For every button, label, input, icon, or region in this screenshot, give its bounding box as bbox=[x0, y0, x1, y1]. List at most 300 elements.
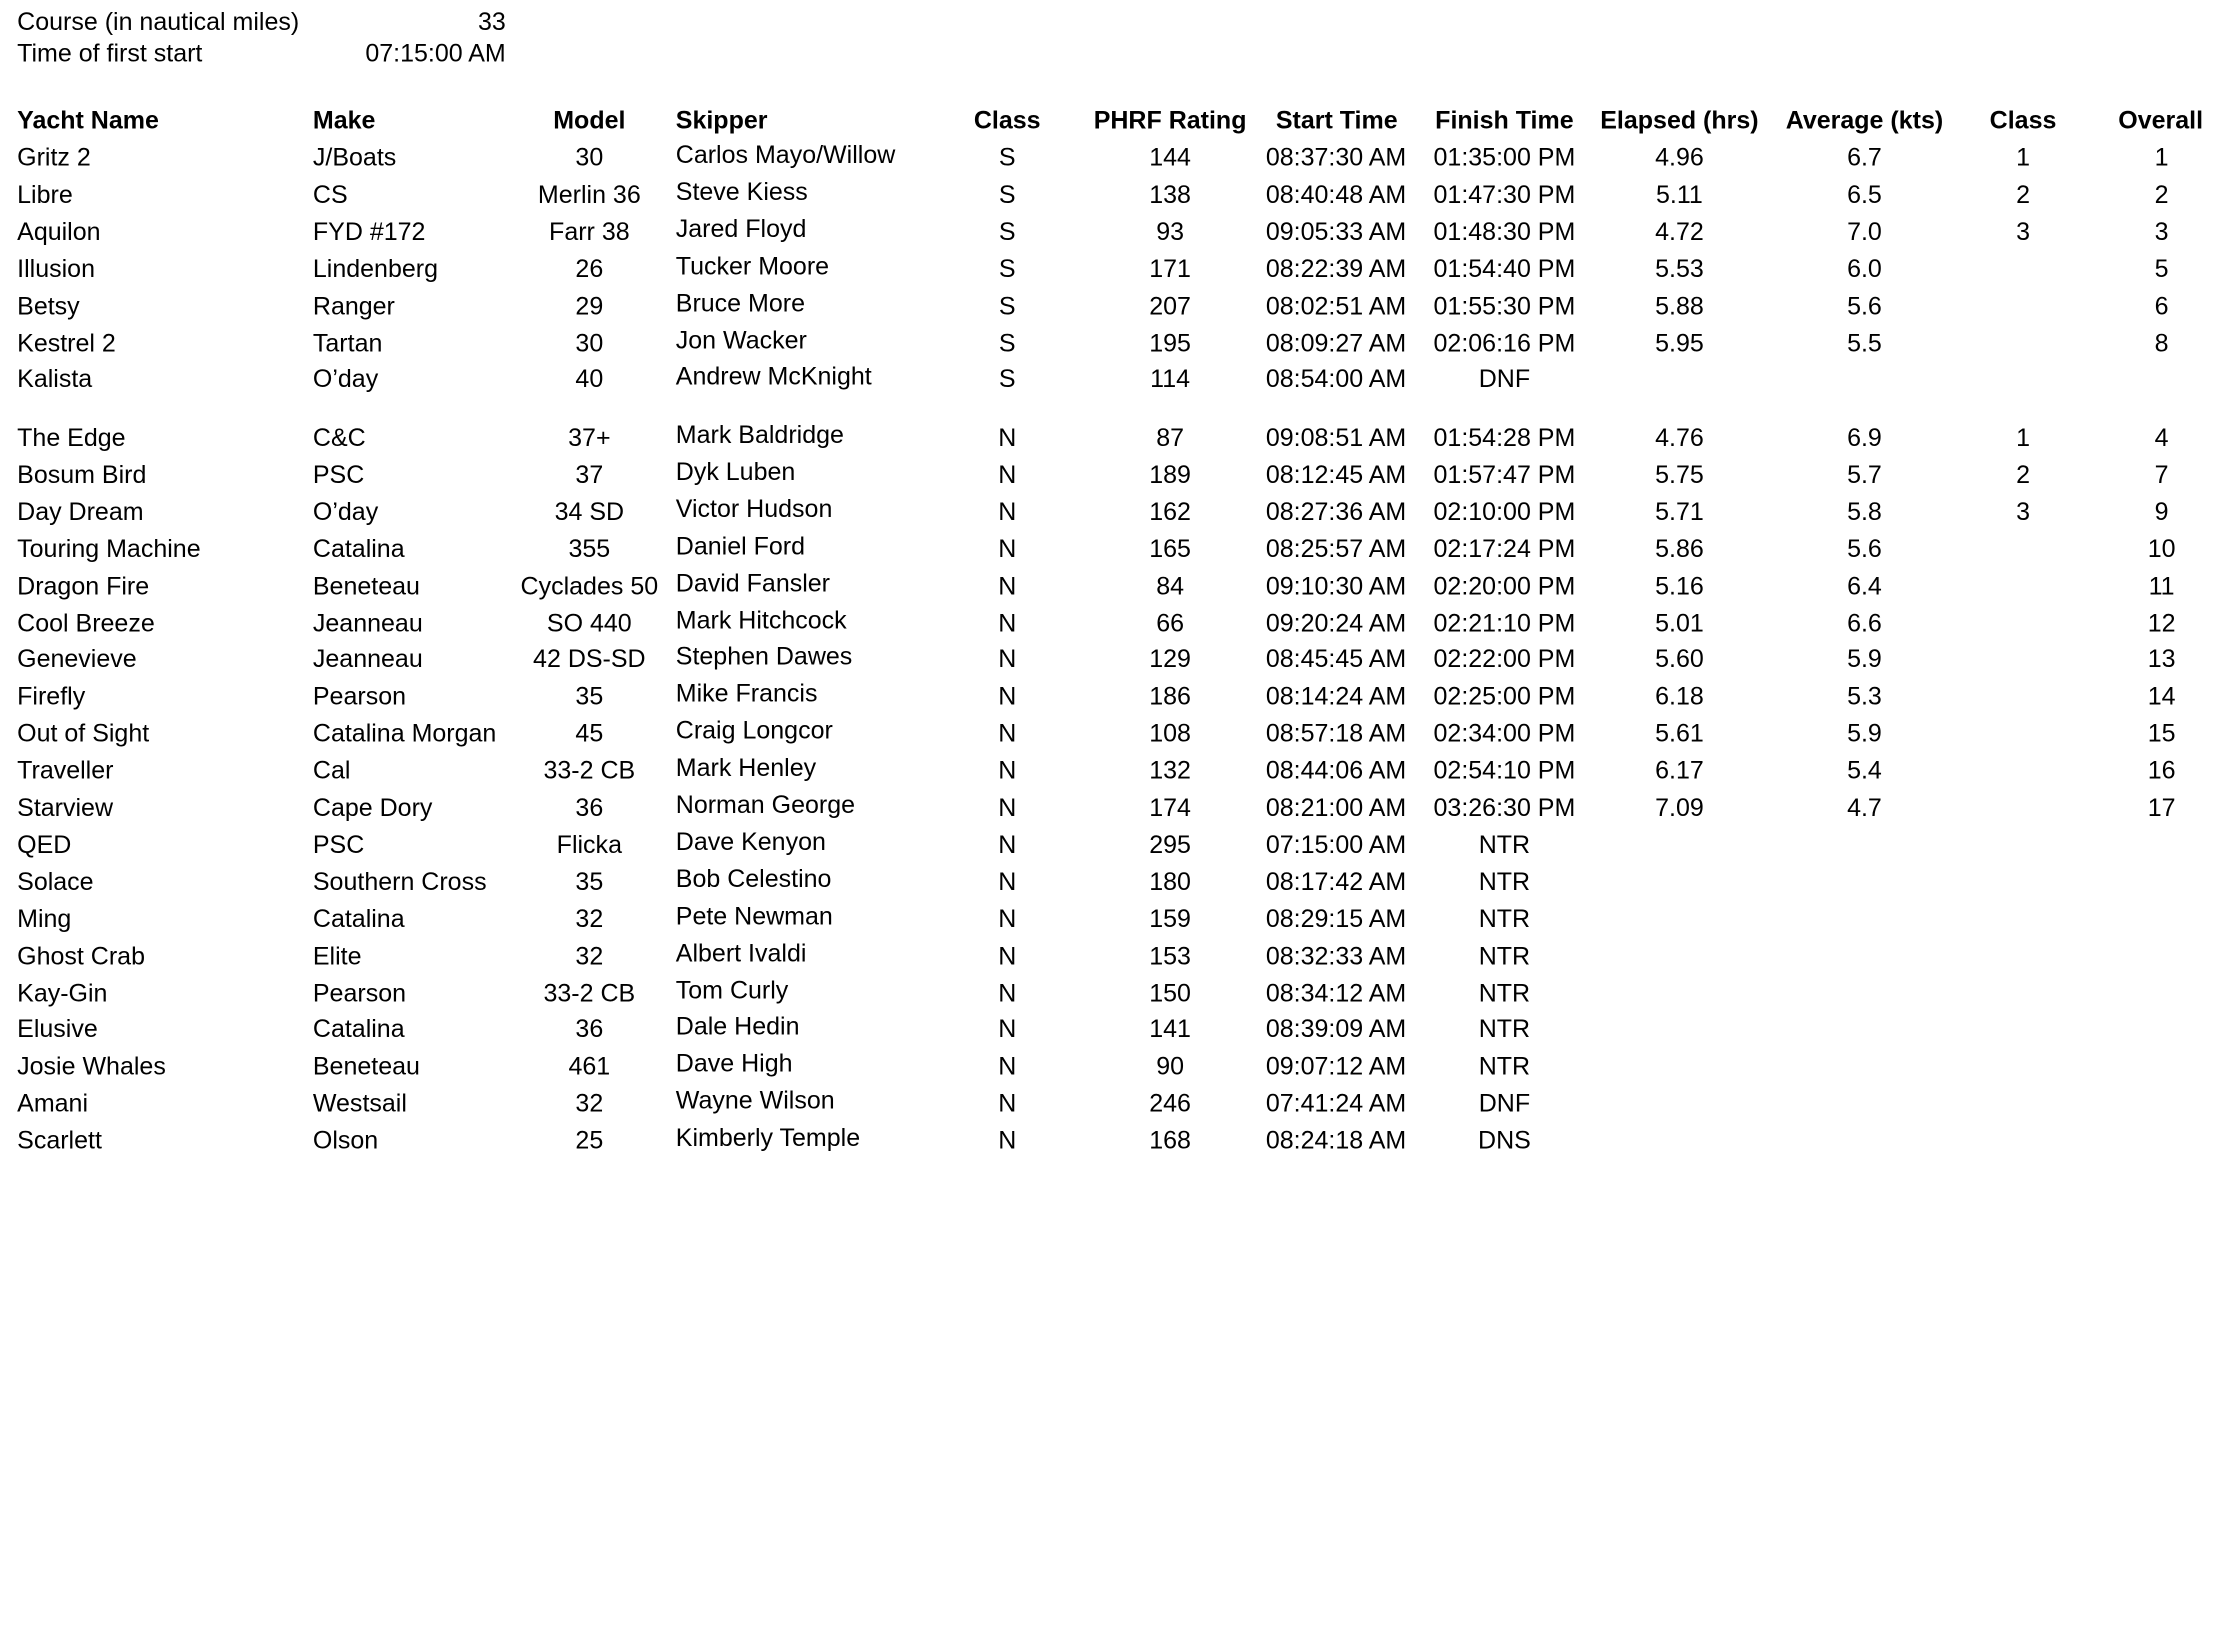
table-row bbox=[0, 606, 2229, 637]
cell-make: Beneteau bbox=[312, 570, 420, 600]
table-row bbox=[0, 1088, 2229, 1119]
cell-model: Flicka bbox=[556, 829, 622, 859]
cell-skipper: Tucker Moore bbox=[675, 251, 830, 280]
cell-average-kts: 7.0 bbox=[1847, 216, 1882, 246]
cell-overall-place: 5 bbox=[2154, 253, 2169, 283]
cell-average-kts: 5.9 bbox=[1847, 644, 1882, 674]
cell-finish-time: 02:10:00 PM bbox=[1433, 496, 1576, 526]
cell-class: N bbox=[998, 755, 1017, 785]
cell-yacht-name: Cool Breeze bbox=[17, 607, 155, 637]
cell-class-place: 1 bbox=[2016, 142, 2030, 172]
cell-average-kts: 5.6 bbox=[1847, 290, 1882, 320]
cell-model: 26 bbox=[575, 253, 604, 283]
cell-elapsed-hrs: 6.17 bbox=[1655, 755, 1704, 785]
cell-phrf-rating: 207 bbox=[1149, 290, 1191, 320]
cell-make: C&C bbox=[312, 422, 366, 452]
cell-elapsed-hrs: 5.11 bbox=[1656, 179, 1703, 209]
cell-overall-place: 14 bbox=[2147, 681, 2176, 711]
cell-elapsed-hrs: 5.75 bbox=[1655, 459, 1704, 489]
header-make: Make bbox=[312, 105, 376, 135]
cell-model: 40 bbox=[575, 364, 604, 394]
cell-phrf-rating: 132 bbox=[1149, 755, 1191, 785]
cell-elapsed-hrs: 5.86 bbox=[1655, 533, 1704, 563]
cell-elapsed-hrs: 5.60 bbox=[1655, 644, 1704, 674]
cell-overall-place: 15 bbox=[2147, 718, 2176, 748]
cell-skipper: Mark Baldridge bbox=[675, 420, 844, 449]
cell-overall-place: 11 bbox=[2148, 570, 2175, 600]
cell-make: Catalina bbox=[312, 1014, 405, 1044]
cell-class: N bbox=[998, 977, 1017, 1007]
cell-overall-place: 2 bbox=[2154, 179, 2169, 209]
cell-phrf-rating: 150 bbox=[1149, 977, 1191, 1007]
cell-make: Jeanneau bbox=[312, 607, 423, 637]
cell-phrf-rating: 129 bbox=[1149, 644, 1191, 674]
cell-class: N bbox=[998, 829, 1017, 859]
cell-model: 42 DS-SD bbox=[533, 644, 646, 674]
cell-average-kts: 6.4 bbox=[1847, 570, 1882, 600]
cell-skipper: Tom Curly bbox=[675, 975, 789, 1004]
cell-skipper: Mark Henley bbox=[675, 753, 817, 782]
cell-overall-place: 7 bbox=[2154, 459, 2169, 489]
cell-model: 32 bbox=[575, 1088, 604, 1118]
table-row bbox=[0, 458, 2229, 489]
cell-phrf-rating: 186 bbox=[1149, 681, 1191, 711]
cell-start-time: 08:32:33 AM bbox=[1265, 940, 1407, 970]
cell-average-kts: 5.4 bbox=[1847, 755, 1882, 785]
cell-start-time: 08:27:36 AM bbox=[1265, 496, 1407, 526]
cell-skipper: Craig Longcor bbox=[675, 716, 833, 745]
cell-start-time: 09:10:30 AM bbox=[1265, 570, 1407, 600]
cell-make: Ranger bbox=[312, 290, 395, 320]
cell-finish-time: 01:47:30 PM bbox=[1433, 179, 1576, 209]
cell-class-place: 2 bbox=[2016, 459, 2030, 489]
cell-finish-time: 02:34:00 PM bbox=[1433, 718, 1576, 748]
cell-class-place: 3 bbox=[2016, 496, 2030, 526]
cell-class: N bbox=[998, 607, 1017, 637]
cell-yacht-name: Kestrel 2 bbox=[17, 327, 116, 357]
cell-elapsed-hrs: 5.01 bbox=[1655, 607, 1704, 637]
header-class-place: Class bbox=[1989, 105, 2057, 135]
cell-class: N bbox=[998, 459, 1017, 489]
cell-yacht-name: Traveller bbox=[17, 755, 114, 785]
cell-skipper: Jon Wacker bbox=[675, 325, 807, 354]
cell-average-kts: 5.8 bbox=[1847, 496, 1882, 526]
cell-class-place: 2 bbox=[2016, 179, 2030, 209]
table-row bbox=[0, 141, 2229, 172]
cell-phrf-rating: 93 bbox=[1156, 216, 1185, 246]
cell-phrf-rating: 168 bbox=[1149, 1125, 1191, 1155]
table-row bbox=[0, 252, 2229, 283]
cell-overall-place: 13 bbox=[2147, 644, 2176, 674]
cell-elapsed-hrs: 5.61 bbox=[1655, 718, 1704, 748]
header-elapsed: Elapsed (hrs) bbox=[1600, 105, 1759, 135]
cell-make: CS bbox=[312, 179, 348, 209]
cell-class: S bbox=[998, 179, 1016, 209]
cell-average-kts: 5.6 bbox=[1847, 533, 1882, 563]
header-skipper: Skipper bbox=[675, 105, 768, 135]
cell-finish-time: DNS bbox=[1478, 1125, 1531, 1155]
cell-skipper: Daniel Ford bbox=[675, 531, 806, 560]
cell-start-time: 08:29:15 AM bbox=[1265, 903, 1407, 933]
table-row bbox=[0, 754, 2229, 785]
header-yacht-name: Yacht Name bbox=[17, 105, 159, 135]
cell-overall-place: 9 bbox=[2154, 496, 2169, 526]
cell-finish-time: NTR bbox=[1478, 1014, 1531, 1044]
cell-finish-time: NTR bbox=[1478, 866, 1531, 896]
cell-class: S bbox=[998, 253, 1016, 283]
cell-phrf-rating: 66 bbox=[1156, 607, 1185, 637]
cell-elapsed-hrs: 7.09 bbox=[1655, 792, 1704, 822]
table-row bbox=[0, 215, 2229, 246]
cell-skipper: Pete Newman bbox=[675, 901, 833, 930]
cell-finish-time: 01:55:30 PM bbox=[1433, 290, 1576, 320]
header-start-time: Start Time bbox=[1275, 105, 1398, 135]
cell-finish-time: 02:22:00 PM bbox=[1433, 644, 1576, 674]
header-overall: Overall bbox=[2118, 105, 2204, 135]
cell-model: Cyclades 50 bbox=[520, 570, 659, 600]
header-row bbox=[0, 104, 2229, 135]
cell-class-place: 1 bbox=[2016, 422, 2030, 452]
cell-class: N bbox=[998, 533, 1017, 563]
cell-elapsed-hrs: 5.88 bbox=[1655, 290, 1704, 320]
cell-overall-place: 12 bbox=[2147, 607, 2176, 637]
cell-start-time: 08:45:45 AM bbox=[1265, 644, 1407, 674]
cell-average-kts: 6.6 bbox=[1847, 607, 1882, 637]
cell-finish-time: 01:57:47 PM bbox=[1433, 459, 1576, 489]
cell-skipper: Dave High bbox=[675, 1049, 793, 1078]
cell-start-time: 08:24:18 AM bbox=[1265, 1125, 1407, 1155]
cell-skipper: Albert Ivaldi bbox=[675, 938, 807, 967]
cell-yacht-name: Kalista bbox=[17, 364, 93, 394]
cell-average-kts: 5.3 bbox=[1847, 681, 1882, 711]
cell-elapsed-hrs: 5.16 bbox=[1655, 570, 1704, 600]
cell-finish-time: 02:54:10 PM bbox=[1433, 755, 1576, 785]
cell-phrf-rating: 159 bbox=[1149, 903, 1191, 933]
cell-skipper: Kimberly Temple bbox=[675, 1123, 861, 1152]
cell-elapsed-hrs: 4.72 bbox=[1655, 216, 1704, 246]
cell-make: Cape Dory bbox=[312, 792, 433, 822]
cell-phrf-rating: 165 bbox=[1149, 533, 1191, 563]
cell-class: N bbox=[998, 681, 1017, 711]
cell-finish-time: 02:17:24 PM bbox=[1433, 533, 1576, 563]
cell-model: 35 bbox=[575, 866, 604, 896]
cell-class: S bbox=[998, 290, 1016, 320]
table-row bbox=[0, 643, 2229, 674]
cell-skipper: Steve Kiess bbox=[675, 177, 808, 206]
cell-make: Southern Cross bbox=[312, 866, 487, 896]
cell-finish-time: 01:54:28 PM bbox=[1433, 422, 1576, 452]
cell-skipper: Norman George bbox=[675, 790, 856, 819]
cell-yacht-name: Betsy bbox=[17, 290, 80, 320]
cell-yacht-name: Genevieve bbox=[17, 644, 137, 674]
cell-phrf-rating: 84 bbox=[1156, 570, 1185, 600]
table-row bbox=[0, 363, 2229, 394]
cell-make: J/Boats bbox=[312, 142, 397, 172]
table-row bbox=[0, 791, 2229, 822]
cell-make: FYD #172 bbox=[312, 216, 426, 246]
header-class: Class bbox=[973, 105, 1041, 135]
table-row bbox=[0, 289, 2229, 320]
cell-phrf-rating: 174 bbox=[1149, 792, 1191, 822]
cell-make: Beneteau bbox=[312, 1051, 420, 1081]
cell-model: 25 bbox=[575, 1125, 604, 1155]
cell-make: Pearson bbox=[312, 977, 407, 1007]
cell-model: 30 bbox=[575, 327, 604, 357]
cell-start-time: 08:21:00 AM bbox=[1265, 792, 1407, 822]
cell-overall-place: 4 bbox=[2154, 422, 2169, 452]
cell-yacht-name: Aquilon bbox=[17, 216, 101, 246]
cell-phrf-rating: 162 bbox=[1149, 496, 1191, 526]
cell-finish-time: DNF bbox=[1478, 364, 1531, 394]
cell-average-kts: 6.0 bbox=[1847, 253, 1882, 283]
header-phrf-rating: PHRF Rating bbox=[1093, 105, 1247, 135]
table-row bbox=[0, 532, 2229, 563]
course-label: Course (in nautical miles) bbox=[17, 7, 300, 36]
cell-skipper: Dyk Luben bbox=[675, 457, 796, 486]
cell-class: N bbox=[998, 1088, 1017, 1118]
cell-yacht-name: Out of Sight bbox=[17, 718, 150, 748]
cell-model: 32 bbox=[575, 940, 604, 970]
table-row bbox=[0, 421, 2229, 452]
cell-class: N bbox=[998, 496, 1017, 526]
cell-start-time: 07:15:00 AM bbox=[1265, 829, 1407, 859]
cell-yacht-name: Kay-Gin bbox=[17, 977, 108, 1007]
header-average: Average (kts) bbox=[1785, 105, 1944, 135]
table-row bbox=[0, 902, 2229, 933]
cell-class-place: 3 bbox=[2016, 216, 2030, 246]
cell-make: PSC bbox=[312, 459, 365, 489]
cell-phrf-rating: 141 bbox=[1149, 1014, 1191, 1044]
cell-yacht-name: Libre bbox=[17, 179, 73, 209]
table-row bbox=[0, 569, 2229, 600]
cell-yacht-name: Ghost Crab bbox=[17, 940, 145, 970]
cell-make: Cal bbox=[312, 755, 351, 785]
cell-average-kts: 6.7 bbox=[1847, 142, 1882, 172]
cell-elapsed-hrs: 4.76 bbox=[1655, 422, 1704, 452]
cell-overall-place: 10 bbox=[2147, 533, 2176, 563]
cell-model: 37+ bbox=[568, 422, 611, 452]
cell-elapsed-hrs: 5.71 bbox=[1655, 496, 1704, 526]
cell-yacht-name: QED bbox=[17, 829, 72, 859]
cell-overall-place: 16 bbox=[2147, 755, 2176, 785]
cell-yacht-name: Ming bbox=[17, 903, 72, 933]
cell-elapsed-hrs: 4.96 bbox=[1655, 142, 1704, 172]
cell-skipper: Bob Celestino bbox=[675, 864, 832, 893]
first-start-value: 07:15:00 AM bbox=[365, 38, 506, 68]
header-model: Model bbox=[553, 105, 626, 135]
table-row bbox=[0, 977, 2229, 1008]
cell-phrf-rating: 295 bbox=[1149, 829, 1191, 859]
cell-skipper: Dale Hedin bbox=[675, 1012, 800, 1041]
cell-make: Pearson bbox=[312, 681, 407, 711]
cell-phrf-rating: 189 bbox=[1149, 459, 1191, 489]
cell-class: N bbox=[998, 1125, 1017, 1155]
cell-average-kts: 5.7 bbox=[1847, 459, 1882, 489]
cell-start-time: 08:25:57 AM bbox=[1265, 533, 1407, 563]
cell-start-time: 08:22:39 AM bbox=[1265, 253, 1407, 283]
cell-make: Elite bbox=[312, 940, 362, 970]
cell-make: O’day bbox=[312, 496, 379, 526]
cell-class: S bbox=[998, 216, 1016, 246]
cell-skipper: Andrew McKnight bbox=[675, 362, 872, 391]
cell-finish-time: NTR bbox=[1478, 829, 1531, 859]
cell-start-time: 09:07:12 AM bbox=[1265, 1051, 1407, 1081]
cell-model: 29 bbox=[575, 290, 604, 320]
cell-make: Westsail bbox=[312, 1088, 407, 1118]
cell-yacht-name: Solace bbox=[17, 866, 94, 896]
cell-make: Olson bbox=[312, 1125, 379, 1155]
first-start-label: Time of first start bbox=[17, 38, 203, 68]
cell-skipper: Bruce More bbox=[675, 288, 806, 317]
cell-overall-place: 17 bbox=[2147, 792, 2176, 822]
cell-model: 461 bbox=[568, 1051, 611, 1081]
table-row bbox=[0, 1051, 2229, 1082]
cell-model: SO 440 bbox=[546, 607, 632, 637]
cell-overall-place: 6 bbox=[2154, 290, 2169, 320]
table-row bbox=[0, 1014, 2229, 1045]
table-row bbox=[0, 680, 2229, 711]
cell-skipper: David Fansler bbox=[675, 568, 831, 597]
cell-make: PSC bbox=[312, 829, 365, 859]
cell-start-time: 08:54:00 AM bbox=[1265, 364, 1407, 394]
table-row bbox=[0, 866, 2229, 897]
cell-start-time: 08:44:06 AM bbox=[1265, 755, 1407, 785]
cell-skipper: Stephen Dawes bbox=[675, 642, 853, 671]
cell-start-time: 09:08:51 AM bbox=[1265, 422, 1407, 452]
cell-model: 34 SD bbox=[554, 496, 625, 526]
cell-average-kts: 5.9 bbox=[1847, 718, 1882, 748]
cell-model: 33-2 CB bbox=[543, 755, 636, 785]
cell-skipper: Jared Floyd bbox=[675, 214, 807, 243]
cell-skipper: Dave Kenyon bbox=[675, 827, 826, 856]
cell-class: N bbox=[998, 570, 1017, 600]
cell-start-time: 08:17:42 AM bbox=[1265, 866, 1407, 896]
cell-finish-time: NTR bbox=[1478, 1051, 1531, 1081]
cell-finish-time: 02:06:16 PM bbox=[1433, 327, 1576, 357]
cell-class: N bbox=[998, 1051, 1017, 1081]
cell-yacht-name: Josie Whales bbox=[17, 1051, 166, 1081]
cell-yacht-name: Touring Machine bbox=[17, 533, 201, 563]
cell-skipper: Carlos Mayo/Willow bbox=[675, 140, 896, 169]
cell-average-kts: 6.5 bbox=[1847, 179, 1882, 209]
cell-start-time: 08:12:45 AM bbox=[1265, 459, 1407, 489]
cell-model: 33-2 CB bbox=[543, 977, 636, 1007]
cell-class: S bbox=[998, 364, 1016, 394]
cell-model: 35 bbox=[575, 681, 604, 711]
cell-average-kts: 4.7 bbox=[1847, 792, 1882, 822]
cell-class: N bbox=[998, 903, 1017, 933]
cell-finish-time: NTR bbox=[1478, 940, 1531, 970]
course-value: 33 bbox=[477, 7, 506, 36]
cell-start-time: 09:05:33 AM bbox=[1265, 216, 1407, 246]
cell-yacht-name: Bosum Bird bbox=[17, 459, 147, 489]
cell-phrf-rating: 246 bbox=[1149, 1088, 1191, 1118]
cell-class: N bbox=[998, 866, 1017, 896]
table-row bbox=[0, 178, 2229, 209]
cell-yacht-name: Elusive bbox=[17, 1014, 98, 1044]
table-row bbox=[0, 940, 2229, 971]
cell-finish-time: 02:21:10 PM bbox=[1433, 607, 1576, 637]
cell-yacht-name: Day Dream bbox=[17, 496, 144, 526]
cell-start-time: 08:40:48 AM bbox=[1265, 179, 1407, 209]
cell-make: Catalina bbox=[312, 533, 405, 563]
cell-model: 45 bbox=[575, 718, 604, 748]
cell-model: 36 bbox=[575, 1014, 604, 1044]
cell-finish-time: 03:26:30 PM bbox=[1433, 792, 1576, 822]
cell-yacht-name: Firefly bbox=[17, 681, 86, 711]
cell-class: S bbox=[998, 142, 1016, 172]
cell-average-kts: 6.9 bbox=[1847, 422, 1882, 452]
cell-model: 355 bbox=[568, 533, 611, 563]
cell-phrf-rating: 153 bbox=[1149, 940, 1191, 970]
cell-finish-time: NTR bbox=[1478, 903, 1531, 933]
cell-phrf-rating: 144 bbox=[1149, 142, 1191, 172]
cell-elapsed-hrs: 6.18 bbox=[1655, 681, 1704, 711]
cell-overall-place: 3 bbox=[2154, 216, 2169, 246]
cell-skipper: Mark Hitchcock bbox=[675, 605, 847, 634]
cell-start-time: 08:37:30 AM bbox=[1265, 142, 1407, 172]
cell-finish-time: DNF bbox=[1478, 1088, 1531, 1118]
cell-class: N bbox=[998, 940, 1017, 970]
cell-yacht-name: Scarlett bbox=[17, 1125, 102, 1155]
cell-make: Catalina bbox=[312, 903, 405, 933]
cell-class: S bbox=[998, 327, 1016, 357]
cell-skipper: Wayne Wilson bbox=[675, 1086, 835, 1115]
cell-start-time: 09:20:24 AM bbox=[1265, 607, 1407, 637]
table-row bbox=[0, 1125, 2229, 1156]
cell-model: Merlin 36 bbox=[537, 179, 641, 209]
cell-phrf-rating: 90 bbox=[1156, 1051, 1185, 1081]
cell-start-time: 08:02:51 AM bbox=[1265, 290, 1407, 320]
cell-class: N bbox=[998, 792, 1017, 822]
header-finish-time: Finish Time bbox=[1435, 105, 1574, 135]
cell-phrf-rating: 138 bbox=[1149, 179, 1191, 209]
cell-model: 37 bbox=[575, 459, 604, 489]
cell-yacht-name: Dragon Fire bbox=[17, 570, 150, 600]
cell-start-time: 07:41:24 AM bbox=[1265, 1088, 1407, 1118]
cell-yacht-name: The Edge bbox=[17, 422, 126, 452]
cell-elapsed-hrs: 5.53 bbox=[1655, 253, 1704, 283]
cell-overall-place: 1 bbox=[2154, 142, 2169, 172]
cell-model: 30 bbox=[575, 142, 604, 172]
cell-phrf-rating: 180 bbox=[1149, 866, 1191, 896]
cell-average-kts: 5.5 bbox=[1847, 327, 1882, 357]
cell-phrf-rating: 87 bbox=[1156, 422, 1185, 452]
cell-finish-time: 02:25:00 PM bbox=[1433, 681, 1576, 711]
cell-yacht-name: Gritz 2 bbox=[17, 142, 91, 172]
cell-class: N bbox=[998, 718, 1017, 748]
cell-start-time: 08:39:09 AM bbox=[1265, 1014, 1407, 1044]
cell-finish-time: 02:20:00 PM bbox=[1433, 570, 1576, 600]
cell-class: N bbox=[998, 1014, 1017, 1044]
cell-class: N bbox=[998, 422, 1017, 452]
cell-model: 32 bbox=[575, 903, 604, 933]
cell-finish-time: NTR bbox=[1478, 977, 1531, 1007]
cell-phrf-rating: 108 bbox=[1149, 718, 1191, 748]
table-row bbox=[0, 717, 2229, 748]
table-row bbox=[0, 326, 2229, 357]
cell-start-time: 08:09:27 AM bbox=[1265, 327, 1407, 357]
cell-skipper: Mike Francis bbox=[675, 679, 818, 708]
cell-model: 36 bbox=[575, 792, 604, 822]
cell-start-time: 08:57:18 AM bbox=[1265, 718, 1407, 748]
cell-yacht-name: Illusion bbox=[17, 253, 95, 283]
cell-start-time: 08:34:12 AM bbox=[1265, 977, 1407, 1007]
table-row bbox=[0, 828, 2229, 859]
table-row bbox=[0, 495, 2229, 526]
cell-make: Catalina Morgan bbox=[312, 718, 497, 748]
cell-yacht-name: Amani bbox=[17, 1088, 89, 1118]
